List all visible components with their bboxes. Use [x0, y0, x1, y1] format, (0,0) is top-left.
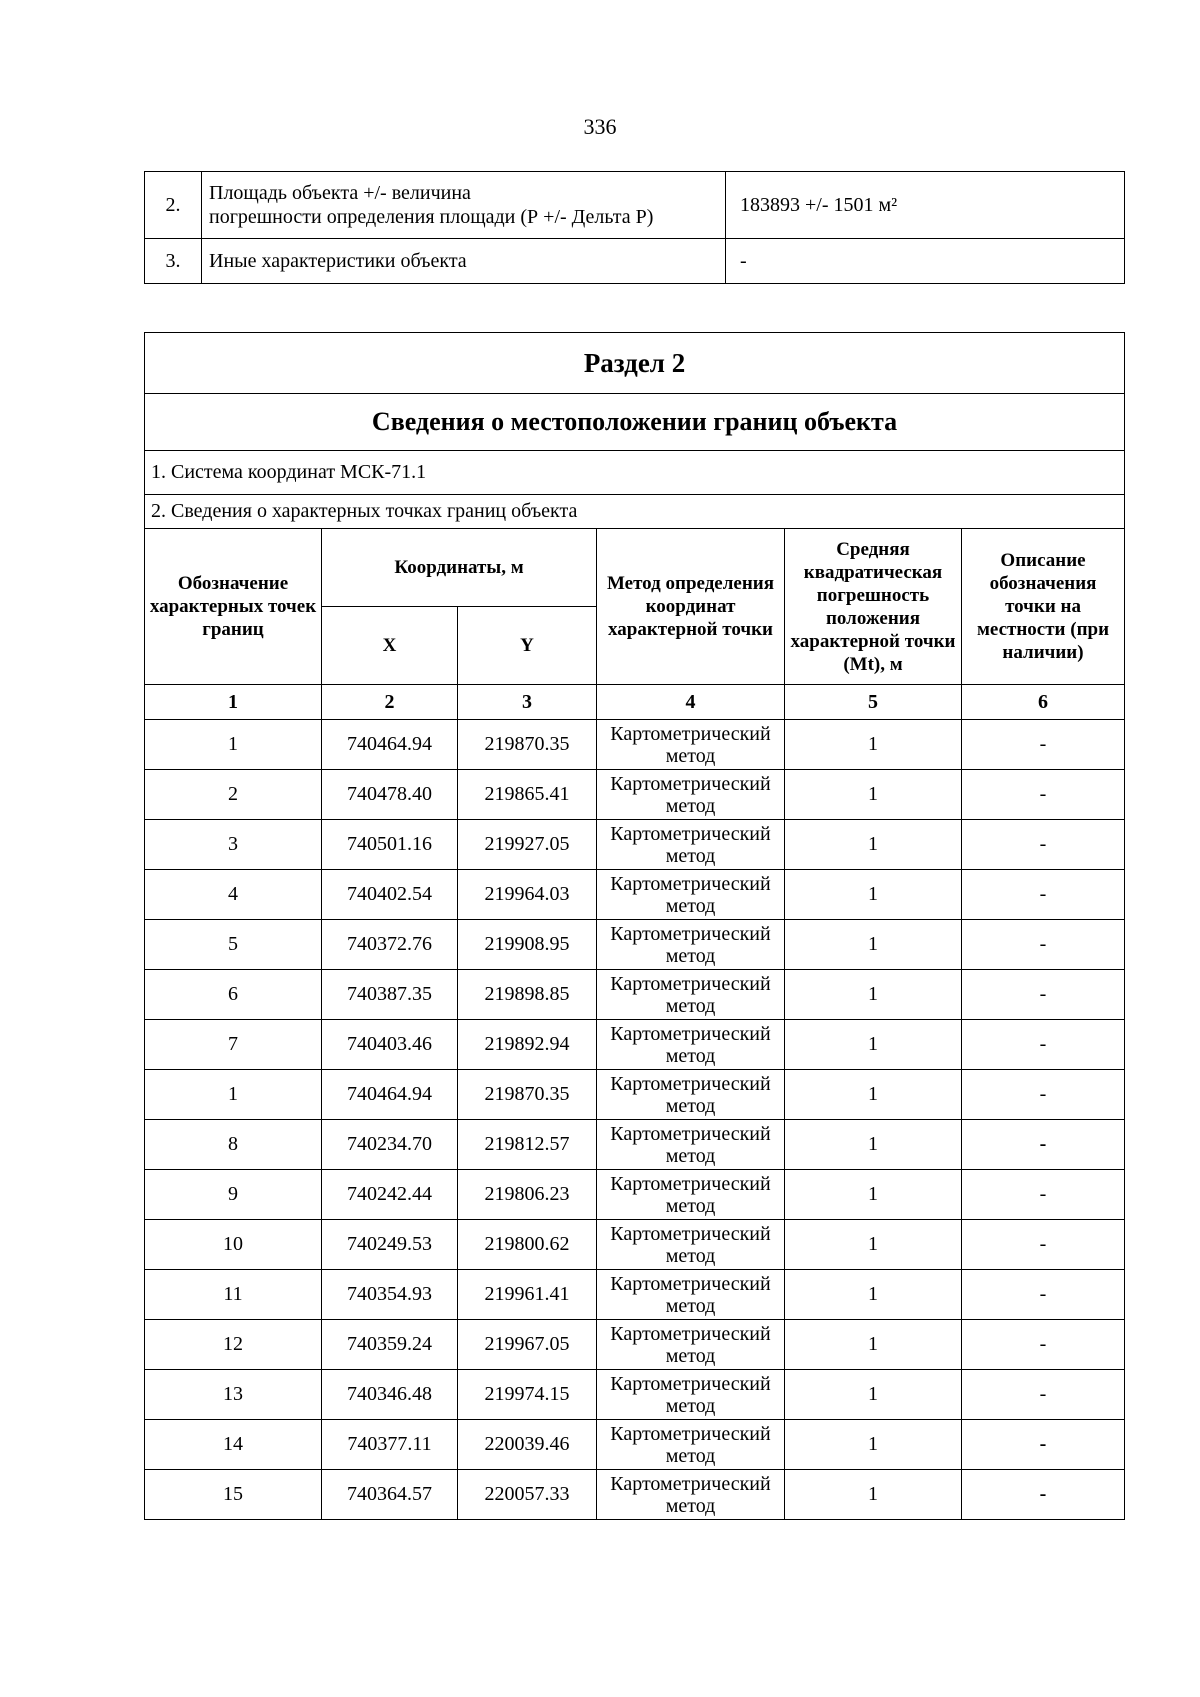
y-coordinate-cell: 220039.46 — [458, 1420, 597, 1470]
method-line: метод — [665, 1494, 716, 1517]
description-cell: - — [962, 870, 1125, 920]
method-line: Картометрический — [610, 722, 771, 745]
method-line: Картометрический — [610, 1322, 771, 1345]
method-line: метод — [665, 1194, 716, 1217]
description-cell: - — [962, 1220, 1125, 1270]
description-cell: - — [962, 1120, 1125, 1170]
point-cell: 5 — [145, 920, 322, 970]
x-coordinate-cell: 740403.46 — [322, 1020, 458, 1070]
method-line: метод — [665, 744, 716, 767]
mt-cell: 1 — [785, 820, 962, 870]
x-coordinate-cell: 740464.94 — [322, 720, 458, 770]
method-line: метод — [665, 1094, 716, 1117]
point-cell: 4 — [145, 870, 322, 920]
y-coordinate-cell: 219961.41 — [458, 1270, 597, 1320]
y-coordinate-cell: 219865.41 — [458, 770, 597, 820]
column-number: 5 — [785, 685, 962, 720]
y-coordinate-cell: 219870.35 — [458, 720, 597, 770]
x-coordinate-cell: 740242.44 — [322, 1170, 458, 1220]
point-cell: 2 — [145, 770, 322, 820]
x-coordinate-cell: 740464.94 — [322, 1070, 458, 1120]
column-number: 1 — [145, 685, 322, 720]
characteristic-name — [202, 172, 726, 239]
y-coordinate-cell: 220057.33 — [458, 1470, 597, 1520]
mt-cell: 1 — [785, 920, 962, 970]
method-line: метод — [665, 1344, 716, 1367]
point-cell: 12 — [145, 1320, 322, 1370]
header-coordinates: Координаты, м — [322, 529, 597, 607]
y-coordinate-cell: 219870.35 — [458, 1070, 597, 1120]
method-cell — [597, 1270, 785, 1320]
method-line: метод — [665, 844, 716, 867]
header-error: Средняя квадратическая погрешность положения характерной точки (Mt), м — [785, 529, 962, 685]
method-line: метод — [665, 894, 716, 917]
method-cell — [597, 970, 785, 1020]
x-coordinate-cell: 740402.54 — [322, 870, 458, 920]
mt-cell: 1 — [785, 870, 962, 920]
mt-cell: 1 — [785, 970, 962, 1020]
method-line: Картометрический — [610, 1372, 771, 1395]
method-line: Картометрический — [610, 772, 771, 795]
page-number: 336 — [583, 114, 617, 139]
object-characteristics-table — [144, 171, 1125, 284]
x-coordinate-cell: 740478.40 — [322, 770, 458, 820]
table-row — [145, 870, 1125, 920]
table-row — [145, 1420, 1125, 1470]
header-designation: Обозначение характерных точек границ — [145, 529, 322, 685]
x-coordinate-cell: 740346.48 — [322, 1370, 458, 1420]
method-line: метод — [665, 1044, 716, 1067]
characteristic-row — [145, 239, 1125, 284]
point-cell: 1 — [145, 1070, 322, 1120]
method-line: Картометрический — [610, 822, 771, 845]
method-line: Картометрический — [610, 1072, 771, 1095]
mt-cell: 1 — [785, 1420, 962, 1470]
method-cell — [597, 1320, 785, 1370]
method-cell — [597, 1120, 785, 1170]
mt-cell: 1 — [785, 1020, 962, 1070]
point-cell: 8 — [145, 1120, 322, 1170]
description-cell: - — [962, 920, 1125, 970]
table-row — [145, 1320, 1125, 1370]
table-row — [145, 1070, 1125, 1120]
table-row — [145, 1370, 1125, 1420]
boundary-points-table — [144, 332, 1125, 1520]
characteristic-name-line: погрешности определения площади (Р +/- Дельта Р) — [209, 206, 654, 228]
method-line: метод — [665, 1394, 716, 1417]
point-cell: 15 — [145, 1470, 322, 1520]
y-coordinate-cell: 219800.62 — [458, 1220, 597, 1270]
table-row — [145, 1170, 1125, 1220]
description-cell: - — [962, 1370, 1125, 1420]
method-line: метод — [665, 1444, 716, 1467]
y-coordinate-cell: 219812.57 — [458, 1120, 597, 1170]
y-coordinate-cell: 219898.85 — [458, 970, 597, 1020]
description-cell: - — [962, 1270, 1125, 1320]
method-line: Картометрический — [610, 1022, 771, 1045]
column-numbers-row — [145, 685, 1125, 720]
mt-cell: 1 — [785, 1370, 962, 1420]
table-row — [145, 1470, 1125, 1520]
description-cell: - — [962, 1420, 1125, 1470]
method-line: метод — [665, 1244, 716, 1267]
point-cell: 6 — [145, 970, 322, 1020]
x-coordinate-cell: 740377.11 — [322, 1420, 458, 1470]
x-coordinate-cell: 740359.24 — [322, 1320, 458, 1370]
point-cell: 7 — [145, 1020, 322, 1070]
characteristic-value: 183893 +/- 1501 м² — [726, 172, 1125, 239]
table-row — [145, 1120, 1125, 1170]
points-table-body — [145, 720, 1125, 1520]
point-cell: 11 — [145, 1270, 322, 1320]
method-cell — [597, 770, 785, 820]
method-cell — [597, 1020, 785, 1070]
mt-cell: 1 — [785, 720, 962, 770]
point-cell: 10 — [145, 1220, 322, 1270]
mt-cell: 1 — [785, 1270, 962, 1320]
mt-cell: 1 — [785, 1070, 962, 1120]
characteristic-number: 2. — [145, 172, 202, 239]
points-caption: 2. Сведения о характерных точках границ объекта — [145, 495, 1125, 529]
table-row — [145, 820, 1125, 870]
table-row — [145, 970, 1125, 1020]
section-subtitle: Сведения о местоположении границ объекта — [145, 394, 1125, 451]
table-row — [145, 1020, 1125, 1070]
characteristic-number: 3. — [145, 239, 202, 284]
header-method: Метод определения координат характерной точки — [597, 529, 785, 685]
column-number: 4 — [597, 685, 785, 720]
x-coordinate-cell: 740501.16 — [322, 820, 458, 870]
mt-cell: 1 — [785, 1220, 962, 1270]
description-cell: - — [962, 1070, 1125, 1120]
header-description: Описание обозначения точки на местности (при наличии) — [962, 529, 1125, 685]
method-cell — [597, 1170, 785, 1220]
description-cell: - — [962, 970, 1125, 1020]
description-cell: - — [962, 770, 1125, 820]
x-coordinate-cell: 740234.70 — [322, 1120, 458, 1170]
method-line: метод — [665, 944, 716, 967]
method-line: Картометрический — [610, 1222, 771, 1245]
mt-cell: 1 — [785, 1470, 962, 1520]
point-cell: 13 — [145, 1370, 322, 1420]
method-cell — [597, 720, 785, 770]
method-cell — [597, 870, 785, 920]
method-line: метод — [665, 794, 716, 817]
description-cell: - — [962, 1470, 1125, 1520]
y-coordinate-cell: 219974.15 — [458, 1370, 597, 1420]
x-coordinate-cell: 740354.93 — [322, 1270, 458, 1320]
y-coordinate-cell: 219927.05 — [458, 820, 597, 870]
table-row — [145, 720, 1125, 770]
method-cell — [597, 920, 785, 970]
table-row — [145, 1270, 1125, 1320]
method-cell — [597, 820, 785, 870]
characteristic-name: Иные характеристики объекта — [202, 239, 726, 284]
y-coordinate-cell: 219892.94 — [458, 1020, 597, 1070]
mt-cell: 1 — [785, 770, 962, 820]
method-line: Картометрический — [610, 922, 771, 945]
method-line: Картометрический — [610, 1422, 771, 1445]
x-coordinate-cell: 740249.53 — [322, 1220, 458, 1270]
method-cell — [597, 1470, 785, 1520]
point-cell: 9 — [145, 1170, 322, 1220]
method-line: Картометрический — [610, 1172, 771, 1195]
method-line: Картометрический — [610, 1472, 771, 1495]
table-row — [145, 770, 1125, 820]
table-row — [145, 1220, 1125, 1270]
table-row — [145, 920, 1125, 970]
description-cell: - — [962, 820, 1125, 870]
column-number: 3 — [458, 685, 597, 720]
header-y: Y — [458, 607, 597, 685]
point-cell: 14 — [145, 1420, 322, 1470]
x-coordinate-cell: 740387.35 — [322, 970, 458, 1020]
characteristic-name-line: Площадь объекта +/- величина — [209, 182, 471, 204]
method-cell — [597, 1370, 785, 1420]
section-title: Раздел 2 — [145, 333, 1125, 394]
mt-cell: 1 — [785, 1120, 962, 1170]
y-coordinate-cell: 219967.05 — [458, 1320, 597, 1370]
mt-cell: 1 — [785, 1320, 962, 1370]
method-line: Картометрический — [610, 1272, 771, 1295]
characteristic-row — [145, 172, 1125, 239]
description-cell: - — [962, 1320, 1125, 1370]
point-cell: 3 — [145, 820, 322, 870]
characteristic-value: - — [726, 239, 1125, 284]
description-cell: - — [962, 1170, 1125, 1220]
method-line: метод — [665, 1294, 716, 1317]
column-number: 2 — [322, 685, 458, 720]
y-coordinate-cell: 219806.23 — [458, 1170, 597, 1220]
x-coordinate-cell: 740372.76 — [322, 920, 458, 970]
y-coordinate-cell: 219964.03 — [458, 870, 597, 920]
description-cell: - — [962, 720, 1125, 770]
method-cell — [597, 1220, 785, 1270]
y-coordinate-cell: 219908.95 — [458, 920, 597, 970]
method-line: Картометрический — [610, 872, 771, 895]
method-line: метод — [665, 994, 716, 1017]
x-coordinate-cell: 740364.57 — [322, 1470, 458, 1520]
method-cell — [597, 1420, 785, 1470]
method-line: метод — [665, 1144, 716, 1167]
method-line: Картометрический — [610, 1122, 771, 1145]
point-cell: 1 — [145, 720, 322, 770]
coordinate-system-label: 1. Система координат МСК-71.1 — [145, 451, 1125, 495]
mt-cell: 1 — [785, 1170, 962, 1220]
method-line: Картометрический — [610, 972, 771, 995]
description-cell: - — [962, 1020, 1125, 1070]
method-cell — [597, 1070, 785, 1120]
column-number: 6 — [962, 685, 1125, 720]
header-x: X — [322, 607, 458, 685]
